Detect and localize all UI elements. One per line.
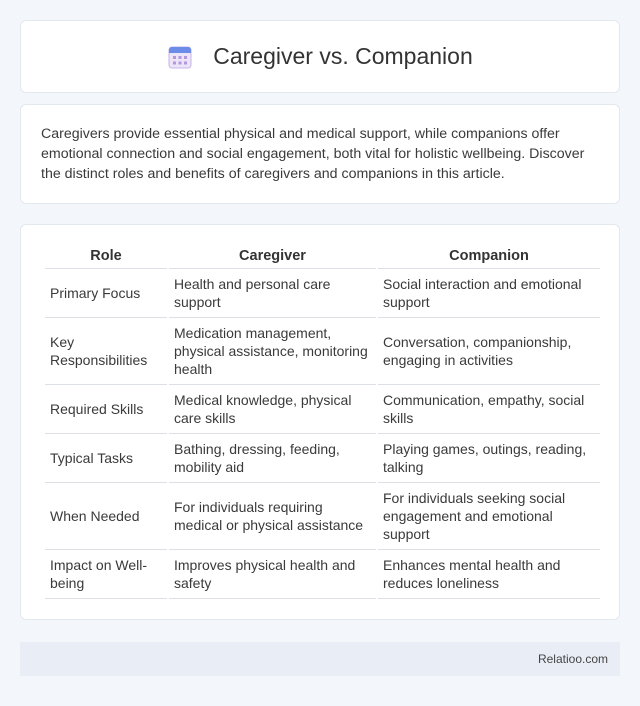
table-row bbox=[45, 385, 600, 434]
row-label: Impact on Well-being bbox=[45, 550, 167, 599]
caregiver-cell: Improves physical health and safety bbox=[169, 550, 376, 599]
companion-cell: Social interaction and emotional support bbox=[378, 269, 600, 318]
table-row bbox=[45, 434, 600, 483]
header-card bbox=[20, 20, 620, 93]
header-role: Role bbox=[45, 243, 167, 269]
footer-site-name: Relatioo.com bbox=[537, 652, 608, 666]
table-header-row bbox=[45, 243, 600, 269]
table-row bbox=[45, 269, 600, 318]
caregiver-cell: For individuals requiring medical or physical assistance bbox=[169, 483, 376, 550]
table-card bbox=[20, 224, 620, 620]
header-companion: Companion bbox=[378, 243, 600, 269]
companion-cell: For individuals seeking social engagement and emotional support bbox=[378, 483, 600, 550]
footer-bar bbox=[20, 642, 620, 676]
table-row bbox=[45, 483, 600, 550]
title-wrap bbox=[167, 43, 473, 70]
caregiver-cell: Bathing, dressing, feeding, mobility aid bbox=[169, 434, 376, 483]
intro-card bbox=[20, 104, 620, 204]
caregiver-cell: Health and personal care support bbox=[169, 269, 376, 318]
caregiver-cell: Medication management, physical assistance, monitoring health bbox=[169, 318, 376, 385]
row-label: Key Responsibilities bbox=[45, 318, 167, 385]
comparison-table bbox=[43, 243, 602, 599]
header-caregiver: Caregiver bbox=[169, 243, 376, 269]
companion-cell: Enhances mental health and reduces loneliness bbox=[378, 550, 600, 599]
row-label: Primary Focus bbox=[45, 269, 167, 318]
intro-text: Caregivers provide essential physical and medical support, while companions offer emotional connection and social engagement, both vital for holistic wellbeing. Discover the distinct roles and benefits of caregivers and companions in this article. bbox=[41, 126, 585, 182]
calendar-icon bbox=[167, 44, 193, 70]
row-label: When Needed bbox=[45, 483, 167, 550]
companion-cell: Playing games, outings, reading, talking bbox=[378, 434, 600, 483]
companion-cell: Communication, empathy, social skills bbox=[378, 385, 600, 434]
table-row bbox=[45, 318, 600, 385]
table-row bbox=[45, 550, 600, 599]
page-title: Caregiver vs. Companion bbox=[213, 43, 473, 69]
companion-cell: Conversation, companionship, engaging in activities bbox=[378, 318, 600, 385]
caregiver-cell: Medical knowledge, physical care skills bbox=[169, 385, 376, 434]
row-label: Typical Tasks bbox=[45, 434, 167, 483]
row-label: Required Skills bbox=[45, 385, 167, 434]
